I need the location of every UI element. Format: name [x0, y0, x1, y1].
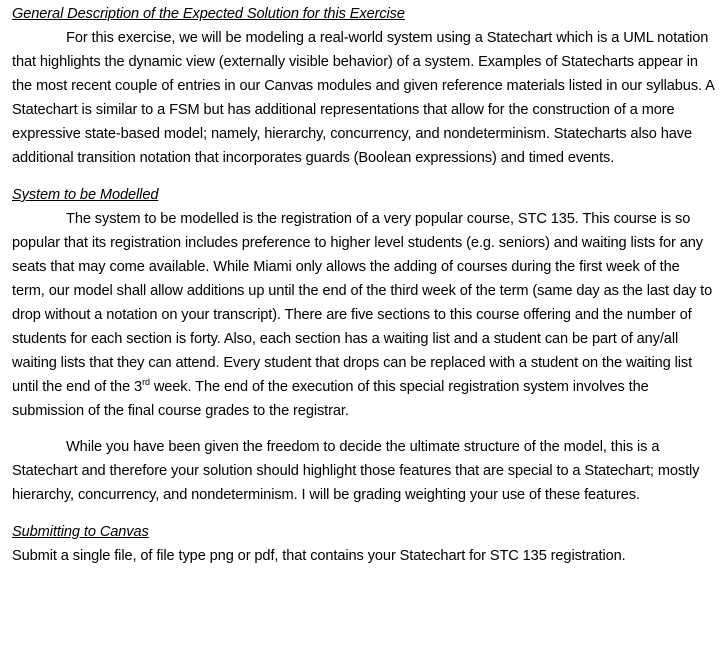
section-submitting-to-canvas	[12, 520, 714, 568]
paragraph-system-text-part2: week. The end of the execution of this special registration system involves the submission of the final course grades to the registrar.	[12, 379, 649, 419]
spacer	[12, 423, 714, 435]
heading-submitting-to-canvas: Submitting to Canvas	[12, 524, 149, 540]
spacer	[12, 507, 714, 520]
section-system-to-be-modelled	[12, 183, 714, 507]
section-general-description	[12, 2, 714, 170]
superscript-rd: rd	[142, 377, 150, 387]
paragraph-submission-instructions: Submit a single file, of file type png or pdf, that contains your Statechart for STC 135 registration.	[12, 548, 626, 564]
heading-general-description: General Description of the Expected Solution for this Exercise	[12, 6, 405, 22]
paragraph-general-description: For this exercise, we will be modeling a real-world system using a Statechart which is a UML notation that highlights the dynamic view (externally visible behavior) of a system. Examples of Statecharts appear in the most recent couple of entries in our Canvas modules and given reference materials listed in our syllabus. A Statechart is similar to a FSM but has additional representations that allow for the construction of a more expressive state-based model; namely, hierarchy, concurrency, and nondeterminism. Statecharts also have additional transition notation that incorporates guards (Boolean expressions) and timed events.	[12, 30, 714, 166]
heading-system-to-be-modelled: System to be Modelled	[12, 187, 159, 203]
spacer	[12, 170, 714, 183]
paragraph-statechart-features: While you have been given the freedom to decide the ultimate structure of the model, this is a Statechart and therefore your solution should highlight those features that are special to a Statechart; mostly hierarchy, concurrency, and nondeterminism. I will be grading weighting your use of these features.	[12, 439, 700, 503]
paragraph-system-text-part1: The system to be modelled is the registration of a very popular course, STC 135. This course is so popular that its registration includes preference to higher level students (e.g. seniors) and waiting lists for any seats that may come available. While Miami only allows the adding of courses during the first week of the term, our model shall allow additions up until the end of the third week of the term (same day as the last day to drop without a notation on your transcript). There are five sections to this course offering and the number of students for each section is forty. Also, each section has a waiting list and a student can be part of any/all waiting lists that they can attend. Every student that drops can be replaced with a student on the waiting list until the end of the 3	[12, 211, 713, 395]
paragraph-system-description	[12, 207, 714, 423]
